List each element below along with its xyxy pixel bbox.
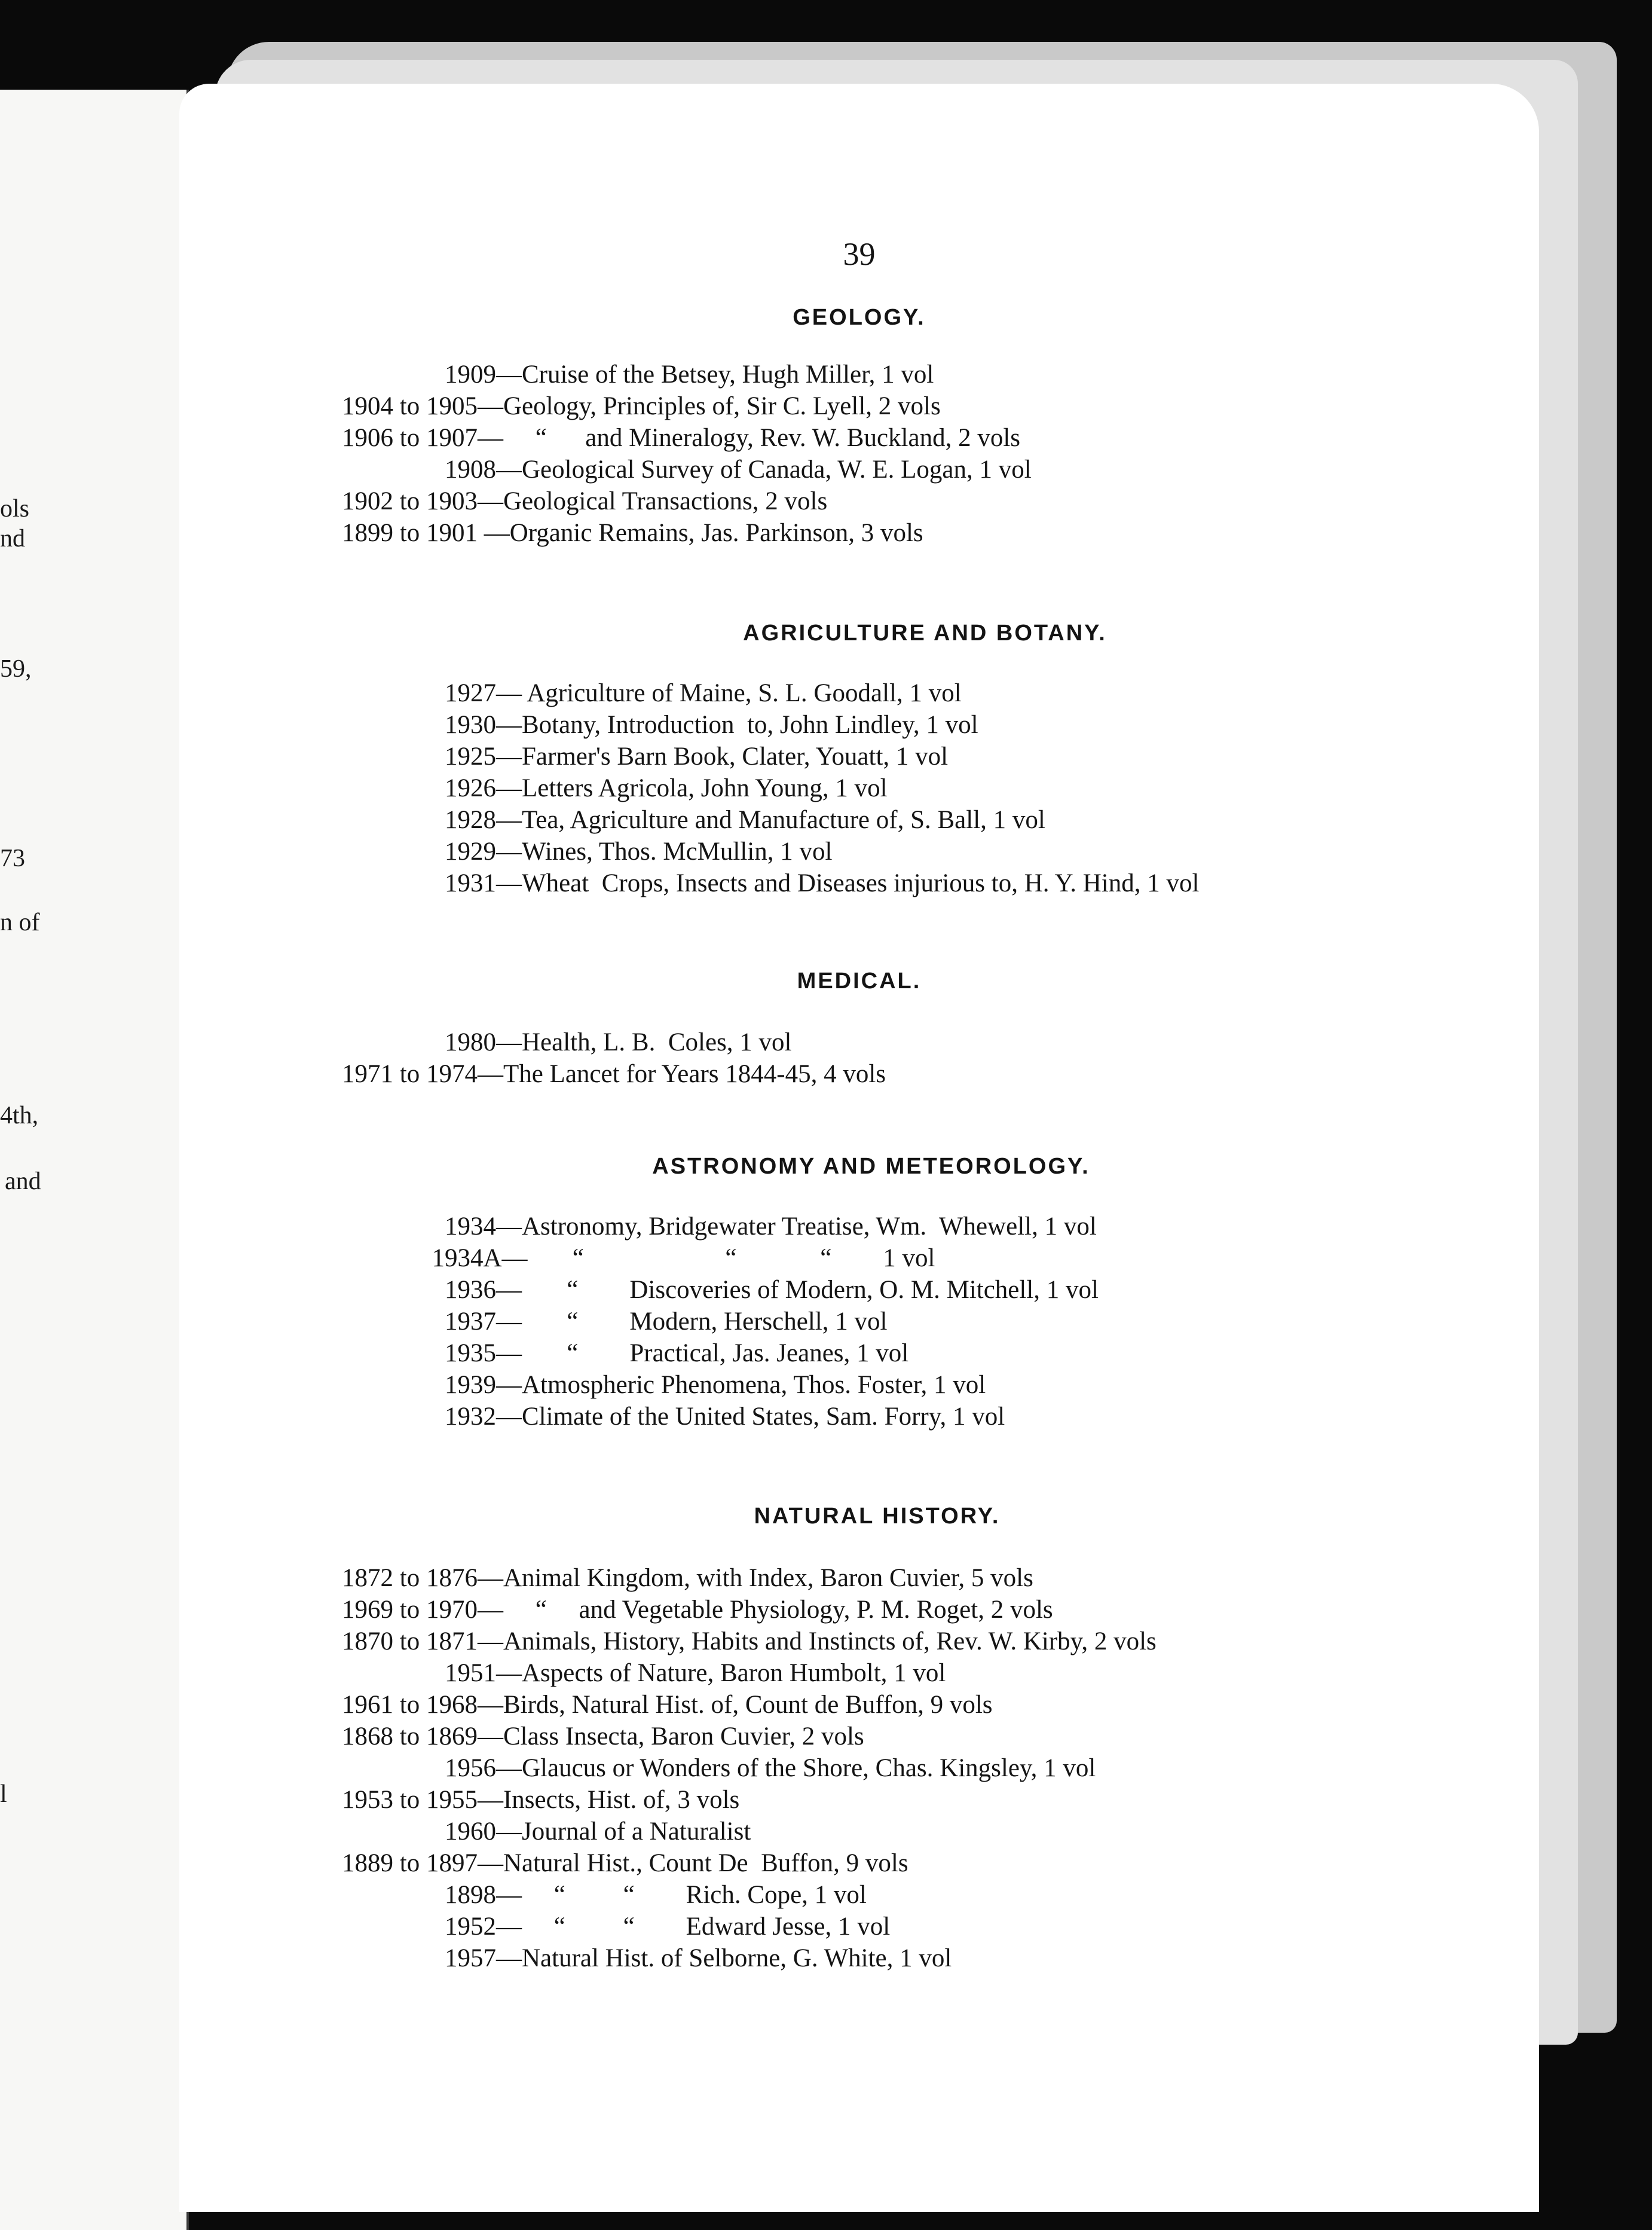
left-page-fragment: nd bbox=[0, 525, 25, 552]
catalog-entry: 1956—Glaucus or Wonders of the Shore, Chas. Kingsley, 1 vol bbox=[342, 1754, 1096, 1782]
catalog-entry: 1930—Botany, Introduction to, John Lindley, 1 vol bbox=[342, 711, 978, 739]
catalog-entry: 1927— Agriculture of Maine, S. L. Goodall, 1 vol bbox=[342, 679, 962, 707]
left-page-fragment: 4th, bbox=[0, 1102, 39, 1129]
left-page-fragment: n of bbox=[0, 909, 40, 936]
catalog-entry: 1952— “ “ Edward Jesse, 1 vol bbox=[342, 1913, 891, 1941]
catalog-entry: 1951—Aspects of Nature, Baron Humbolt, 1 vol bbox=[342, 1659, 946, 1687]
catalog-entry: 1935— “ Practical, Jas. Jeanes, 1 vol bbox=[342, 1339, 909, 1367]
catalog-entry: 1932—Climate of the United States, Sam. Forry, 1 vol bbox=[342, 1403, 1005, 1431]
section-heading-medical: MEDICAL. bbox=[797, 969, 922, 994]
catalog-entry: 1870 to 1871—Animals, History, Habits and Instincts of, Rev. W. Kirby, 2 vols bbox=[342, 1627, 1157, 1655]
catalog-entry: 1969 to 1970— “ and Vegetable Physiology, P. M. Roget, 2 vols bbox=[342, 1596, 1053, 1624]
catalog-entry: 1929—Wines, Thos. McMullin, 1 vol bbox=[342, 838, 833, 866]
catalog-entry: 1953 to 1955—Insects, Hist. of, 3 vols bbox=[342, 1786, 740, 1814]
catalog-entry: 1926—Letters Agricola, John Young, 1 vol bbox=[342, 774, 888, 802]
left-page-fragment: 59, bbox=[0, 655, 32, 683]
page-number: 39 bbox=[843, 236, 876, 272]
catalog-entry: 1934—Astronomy, Bridgewater Treatise, Wm. Whewell, 1 vol bbox=[342, 1212, 1097, 1241]
catalog-entry: 1937— “ Modern, Herschell, 1 vol bbox=[342, 1308, 888, 1336]
document-page bbox=[179, 84, 1539, 2212]
catalog-entry: 1889 to 1897—Natural Hist., Count De Buffon, 9 vols bbox=[342, 1849, 908, 1877]
catalog-entry: 1902 to 1903—Geological Transactions, 2 vols bbox=[342, 487, 828, 515]
section-heading-natural-history: NATURAL HISTORY. bbox=[754, 1504, 1001, 1529]
left-page-fragment: l bbox=[0, 1780, 7, 1808]
catalog-entry: 1925—Farmer's Barn Book, Clater, Youatt, 1 vol bbox=[342, 743, 949, 771]
catalog-entry: 1961 to 1968—Birds, Natural Hist. of, Count de Buffon, 9 vols bbox=[342, 1691, 993, 1719]
left-page-fragment: 73 bbox=[0, 845, 25, 872]
section-heading-agriculture-botany: AGRICULTURE AND BOTANY. bbox=[743, 621, 1107, 646]
section-heading-geology: GEOLOGY. bbox=[793, 305, 926, 330]
catalog-entry: 1872 to 1876—Animal Kingdom, with Index, Baron Cuvier, 5 vols bbox=[342, 1564, 1033, 1592]
catalog-entry: 1908—Geological Survey of Canada, W. E. Logan, 1 vol bbox=[342, 456, 1032, 484]
catalog-entry: 1906 to 1907— “ and Mineralogy, Rev. W. Buckland, 2 vols bbox=[342, 424, 1021, 452]
catalog-entry: 1899 to 1901 —Organic Remains, Jas. Parkinson, 3 vols bbox=[342, 519, 923, 547]
catalog-entry: 1957—Natural Hist. of Selborne, G. White, 1 vol bbox=[342, 1944, 952, 1972]
catalog-entry: 1898— “ “ Rich. Cope, 1 vol bbox=[342, 1881, 867, 1909]
catalog-entry: 1928—Tea, Agriculture and Manufacture of, S. Ball, 1 vol bbox=[342, 806, 1045, 834]
left-page-fragment: and bbox=[5, 1168, 41, 1195]
catalog-entry: 1939—Atmospheric Phenomena, Thos. Foster, 1 vol bbox=[342, 1371, 986, 1399]
catalog-entry: 1936— “ Discoveries of Modern, O. M. Mitchell, 1 vol bbox=[342, 1276, 1099, 1304]
left-page bbox=[0, 90, 189, 2230]
catalog-entry: 1931—Wheat Crops, Insects and Diseases injurious to, H. Y. Hind, 1 vol bbox=[342, 869, 1200, 897]
catalog-entry: 1971 to 1974—The Lancet for Years 1844-45, 4 vols bbox=[342, 1060, 886, 1088]
catalog-entry: 1909—Cruise of the Betsey, Hugh Miller, 1 vol bbox=[342, 361, 934, 389]
catalog-entry: 1868 to 1869—Class Insecta, Baron Cuvier, 2 vols bbox=[342, 1722, 864, 1751]
catalog-entry: 1934A— “ “ “ 1 vol bbox=[342, 1244, 935, 1272]
section-heading-astronomy-meteorology: ASTRONOMY AND METEOROLOGY. bbox=[652, 1154, 1090, 1179]
catalog-entry: 1980—Health, L. B. Coles, 1 vol bbox=[342, 1028, 792, 1056]
catalog-entry: 1904 to 1905—Geology, Principles of, Sir C. Lyell, 2 vols bbox=[342, 392, 941, 420]
left-page-fragment: ols bbox=[0, 495, 30, 523]
catalog-entry: 1960—Journal of a Naturalist bbox=[342, 1817, 751, 1846]
